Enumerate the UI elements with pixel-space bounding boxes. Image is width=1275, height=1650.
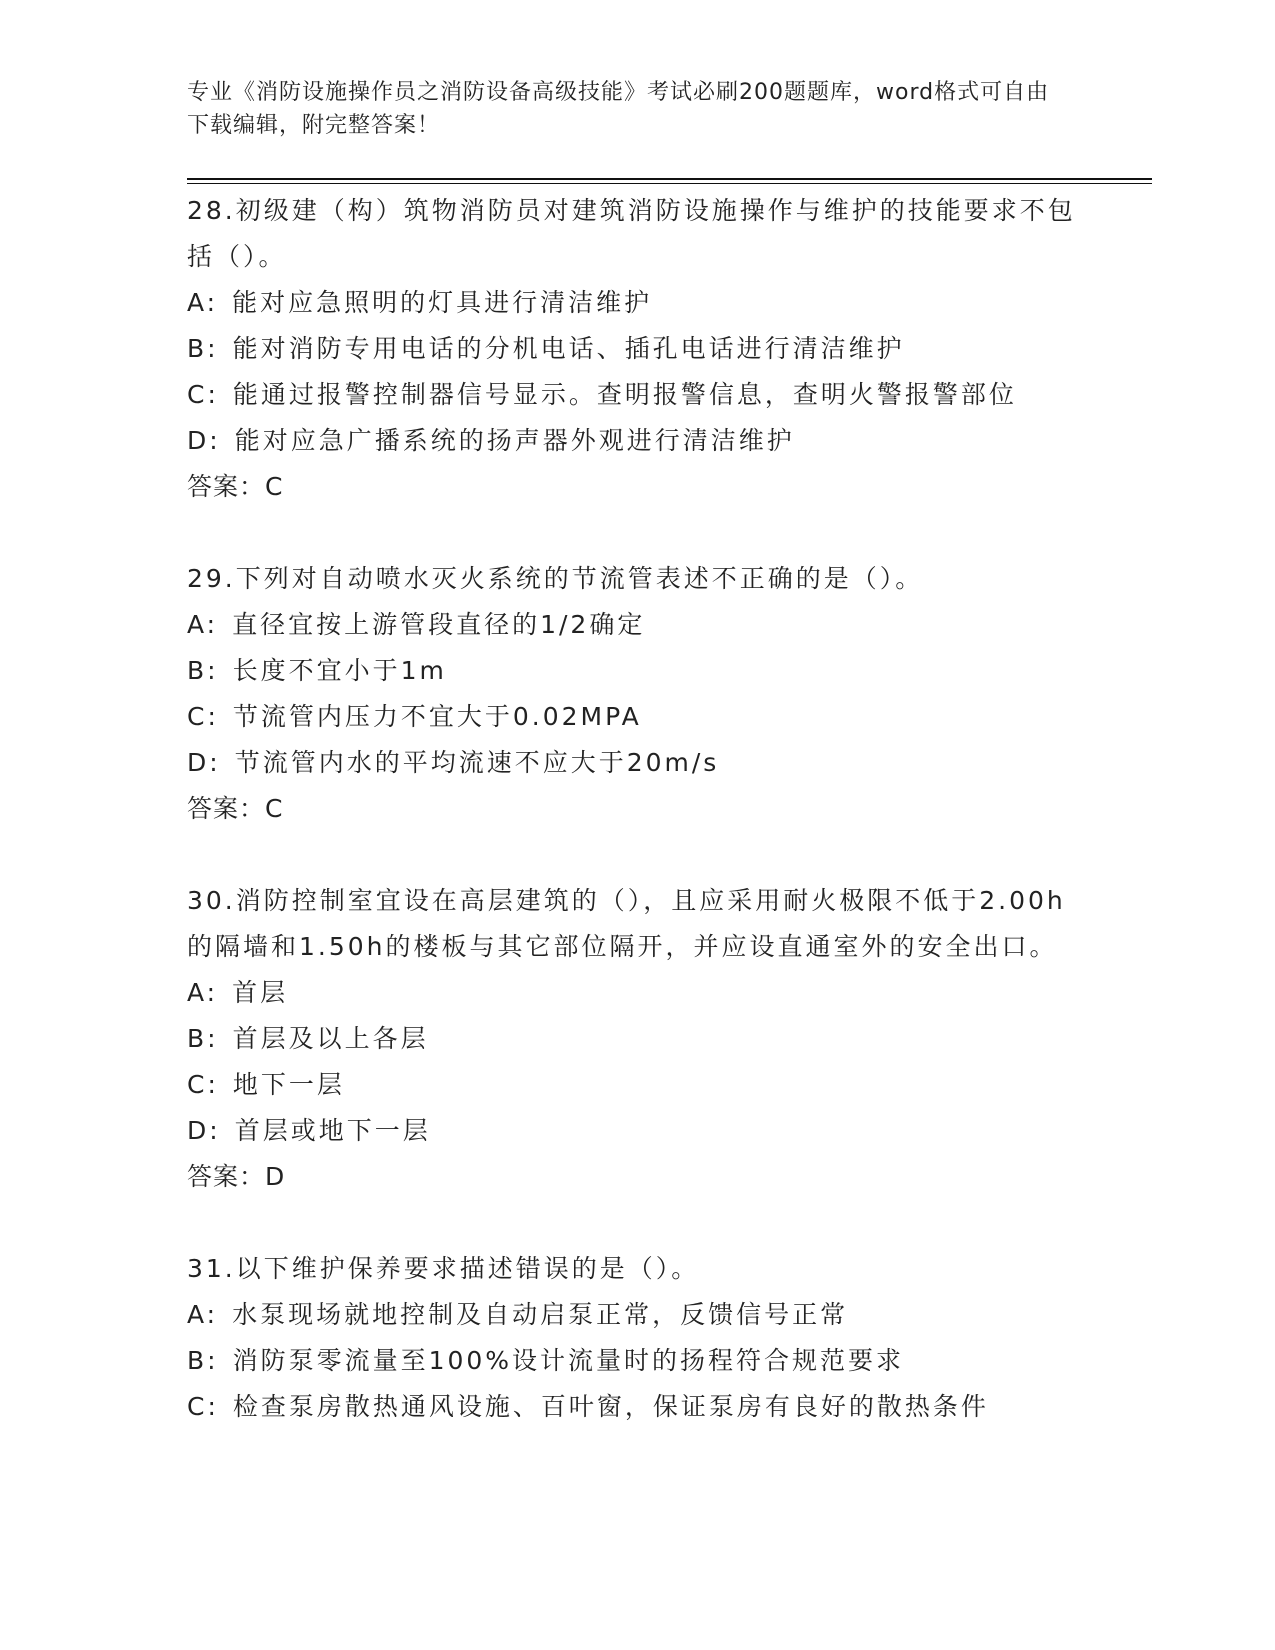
option-label: B: — [187, 1024, 219, 1053]
option-b — [187, 1016, 1087, 1062]
option-d — [187, 418, 1087, 464]
question-30 — [187, 878, 1087, 1200]
option-label: B: — [187, 656, 219, 685]
option-label: A: — [187, 610, 219, 639]
option-d — [187, 740, 1087, 786]
option-text: 首层或地下一层 — [234, 1116, 431, 1145]
option-text: 检查泵房散热通风设施、百叶窗，保证泵房有良好的散热条件 — [232, 1392, 989, 1421]
document-header: 专业《消防设施操作员之消防设备高级技能》考试必刷200题题库，word格式可自由下载编辑，附完整答案！ — [187, 80, 1050, 138]
question-list — [187, 188, 1087, 1430]
option-b — [187, 326, 1087, 372]
question-stem: 30.消防控制室宜设在高层建筑的（），且应采用耐火极限不低于2.00h的隔墙和1.50h的楼板与其它部位隔开，并应设直通室外的安全出口。 — [187, 886, 1066, 961]
option-label: A: — [187, 288, 219, 317]
option-text: 能对应急广播系统的扬声器外观进行清洁维护 — [234, 426, 795, 455]
answer-line: 答案：C — [187, 472, 284, 501]
option-label: D: — [187, 748, 221, 777]
option-a — [187, 1292, 1087, 1338]
option-text: 首层及以上各层 — [232, 1024, 429, 1053]
option-text: 节流管内水的平均流速不应大于20m/s — [234, 748, 720, 777]
option-text: 首层 — [232, 978, 289, 1007]
option-label: C: — [187, 1070, 219, 1099]
question-stem: 31.以下维护保养要求描述错误的是（）。 — [187, 1254, 700, 1283]
option-label: B: — [187, 334, 219, 363]
option-a — [187, 602, 1087, 648]
option-c — [187, 1062, 1087, 1108]
question-stem: 29.下列对自动喷水灭火系统的节流管表述不正确的是（）。 — [187, 564, 924, 593]
question-28 — [187, 188, 1087, 510]
option-label: D: — [187, 426, 221, 455]
option-label: C: — [187, 702, 219, 731]
option-text: 水泵现场就地控制及自动启泵正常，反馈信号正常 — [232, 1300, 849, 1329]
option-d — [187, 1108, 1087, 1154]
option-c — [187, 1384, 1087, 1430]
option-label: C: — [187, 380, 219, 409]
option-text: 节流管内压力不宜大于0.02MPA — [232, 702, 642, 731]
option-a — [187, 280, 1087, 326]
option-text: 长度不宜小于1m — [232, 656, 447, 685]
option-label: D: — [187, 1116, 221, 1145]
answer-line: 答案：C — [187, 794, 284, 823]
option-text: 能通过报警控制器信号显示。查明报警信息，查明火警报警部位 — [232, 380, 1017, 409]
option-b — [187, 648, 1087, 694]
option-label: A: — [187, 1300, 219, 1329]
option-c — [187, 694, 1087, 740]
header-divider-thin — [187, 183, 1152, 184]
option-c — [187, 372, 1087, 418]
option-a — [187, 970, 1087, 1016]
option-text: 直径宜按上游管段直径的1/2确定 — [232, 610, 646, 639]
option-text: 消防泵零流量至100%设计流量时的扬程符合规范要求 — [232, 1346, 905, 1375]
answer-line: 答案：D — [187, 1162, 286, 1191]
option-label: B: — [187, 1346, 219, 1375]
question-stem: 28.初级建（构）筑物消防员对建筑消防设施操作与维护的技能要求不包括（）。 — [187, 196, 1076, 271]
option-text: 地下一层 — [232, 1070, 345, 1099]
question-31 — [187, 1246, 1087, 1430]
question-29 — [187, 556, 1087, 832]
option-text: 能对应急照明的灯具进行清洁维护 — [232, 288, 653, 317]
option-label: C: — [187, 1392, 219, 1421]
option-text: 能对消防专用电话的分机电话、插孔电话进行清洁维护 — [232, 334, 905, 363]
header-divider — [187, 178, 1152, 180]
option-b — [187, 1338, 1087, 1384]
option-label: A: — [187, 978, 219, 1007]
